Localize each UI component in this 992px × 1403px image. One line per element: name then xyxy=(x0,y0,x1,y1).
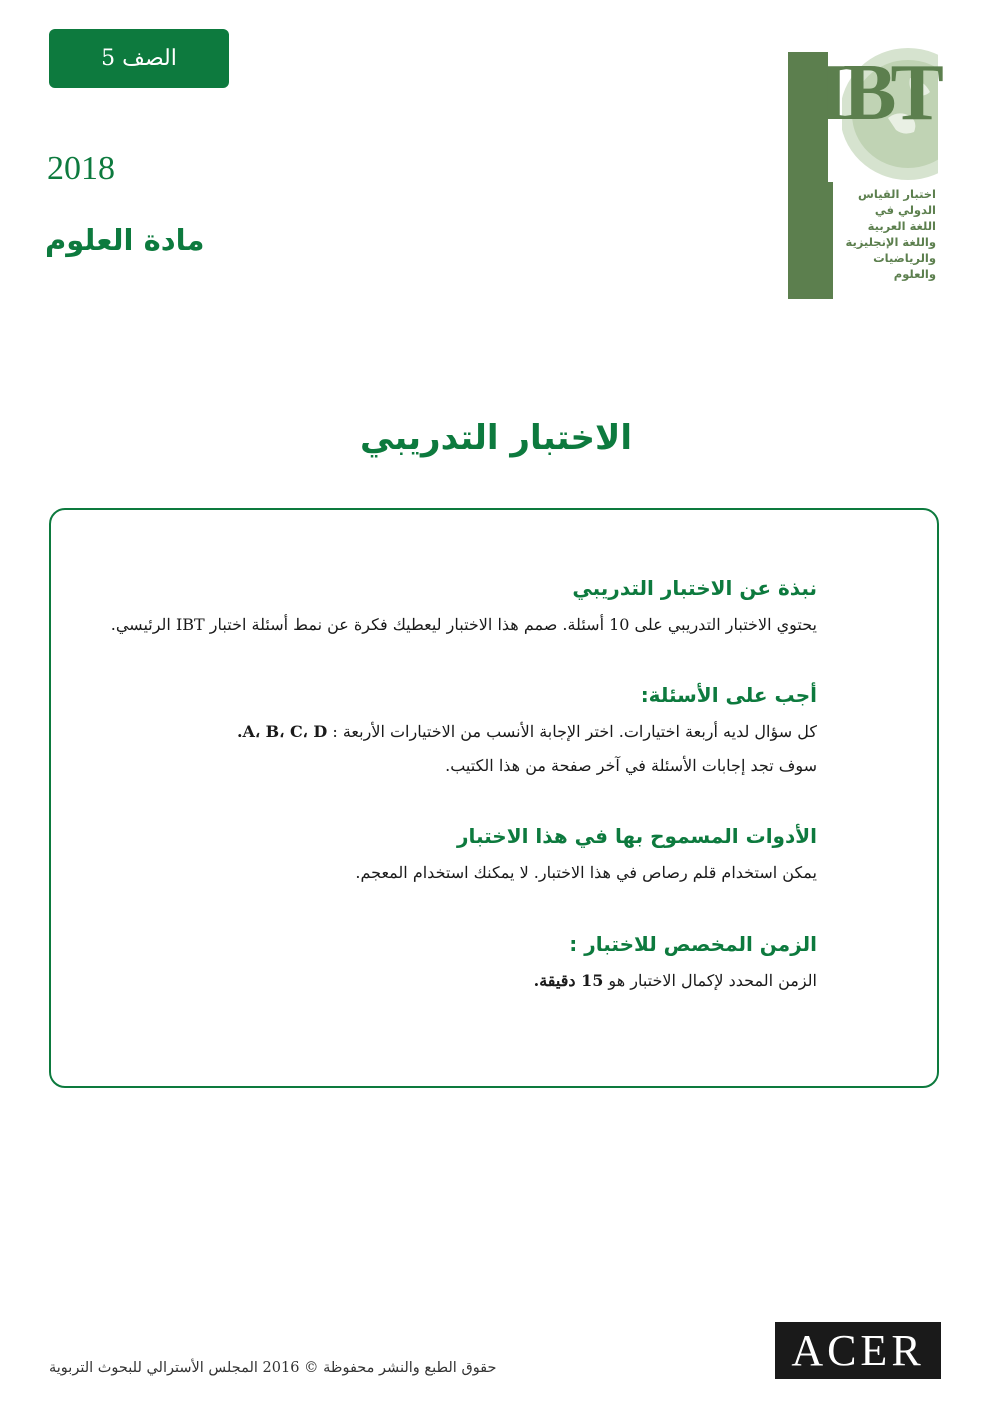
section-heading: نبذة عن الاختبار التدريبي xyxy=(572,576,817,600)
section-heading: الأدوات المسموح بها في هذا الاختبار xyxy=(456,824,817,848)
page-title: الاختبار التدريبي xyxy=(360,418,632,458)
section-text: يمكن استخدام قلم رصاص في هذا الاختبار. لا يمكنك استخدام المعجم. xyxy=(355,863,817,882)
logo-letters: IBT xyxy=(818,49,938,137)
section-heading: الزمن المخصص للاختبار : xyxy=(569,932,817,956)
section-text xyxy=(27,964,817,998)
section-heading: أجب على الأسئلة: xyxy=(640,683,817,707)
copyright-notice: حقوق الطبع والنشر محفوظة © 2016 المجلس الأسترالي للبحوث التربوية xyxy=(49,1360,497,1376)
ibt-logo xyxy=(788,48,940,300)
section-answer xyxy=(27,683,817,783)
section-about xyxy=(27,576,817,642)
section-text xyxy=(27,715,817,749)
answer-instructions: كل سؤال لديه أربعة اختيارات. اختر الإجابة الأنسب من الاختيارات الأربعة : xyxy=(332,722,817,741)
section-tools xyxy=(27,824,817,890)
grade-label: الصف 5 xyxy=(101,46,177,71)
section-time xyxy=(27,932,817,998)
logo-line: والعلوم xyxy=(893,267,936,281)
logo-line: اللغة العربية xyxy=(867,219,936,233)
acer-logo-text: ACER xyxy=(791,1326,925,1375)
subject-title: مادة العلوم xyxy=(45,223,205,257)
acer-logo xyxy=(775,1322,941,1379)
answer-options: A، B، C، D. xyxy=(236,722,328,741)
grade-badge xyxy=(49,29,229,88)
year-label: 2018 xyxy=(47,150,115,187)
logo-text xyxy=(840,186,936,282)
section-text: سوف تجد إجابات الأسئلة في آخر صفحة من هذا الكتيب. xyxy=(445,756,817,775)
instructions-box xyxy=(49,508,939,1088)
logo-line: والرياضيات xyxy=(873,251,936,265)
time-text: الزمن المحدد لإكمال الاختبار هو xyxy=(608,971,817,990)
time-duration: 15 دقيقة. xyxy=(533,971,604,990)
logo-line: واللغة الإنجليزية xyxy=(845,235,936,249)
logo-line: اختبار القياس xyxy=(858,187,936,201)
section-text: يحتوي الاختبار التدريبي على 10 أسئلة. صمم هذا الاختبار ليعطيك فكرة عن نمط أسئلة اختبار IBT الرئيسي. xyxy=(110,615,817,634)
logo-line: الدولي في xyxy=(874,203,936,217)
